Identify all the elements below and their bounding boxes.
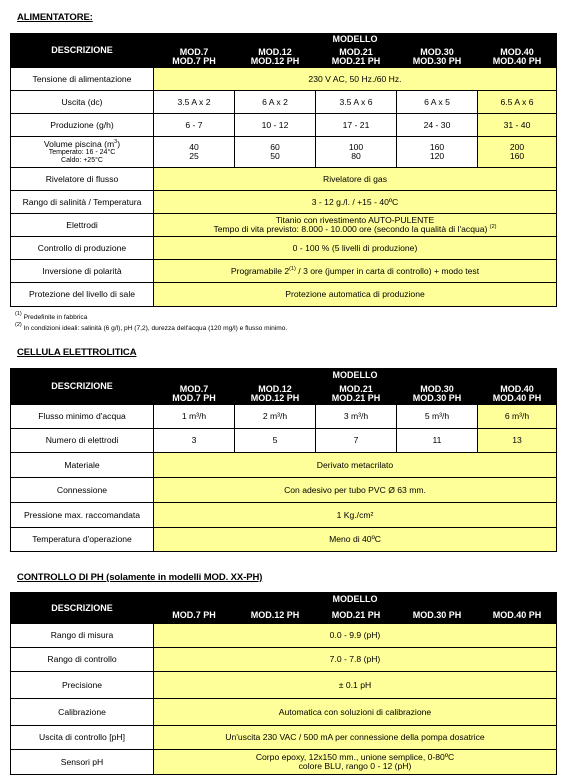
value-uscita-7: 3.5 A x 2 xyxy=(154,91,235,114)
section-title-controllo-ph: CONTROLLO DI PH (solamente in modelli MOD. XX-PH) xyxy=(17,572,263,583)
header-modello: MODELLO xyxy=(154,34,557,46)
header-model-30: MOD.30 MOD.30 PH xyxy=(397,383,478,405)
header-model-7: MOD.7 MOD.7 PH xyxy=(154,46,235,68)
row-label-pressione: Pressione max. raccomandata xyxy=(11,503,154,528)
value-protezione: Protezione automatica di produzione xyxy=(154,283,557,307)
value-uscita-21: 3.5 A x 6 xyxy=(316,91,397,114)
header-model-12: MOD.12 MOD.12 PH xyxy=(235,46,316,68)
value-uscita-controllo: Un'uscita 230 VAC / 500 mA per connessione della pompa dosatrice xyxy=(154,726,557,750)
value-pressione: 1 Kg./cm² xyxy=(154,503,557,528)
section-title-cellula: CELLULA ELETTROLITICA xyxy=(17,347,137,358)
row-label-controllo: Controllo di produzione xyxy=(11,237,154,260)
header-modello: MODELLO xyxy=(154,593,557,607)
row-label-materiale: Materiale xyxy=(11,453,154,478)
header-model-30: MOD.30 MOD.30 PH xyxy=(397,46,478,68)
header-model-40: MOD.40 MOD.40 PH xyxy=(478,383,557,405)
value-flusso-12: 2 m³/h xyxy=(235,405,316,429)
value-elettrodi: Titanio con rivestimento AUTO-PULENTE Tempo di vita previsto: 8.000 - 10.000 ore (secondo la qualità di l'acqua) $^{(2)}$ xyxy=(154,214,557,237)
header-modello: MODELLO xyxy=(154,369,557,383)
footnote-2: $^{(2)}$ In condizioni ideali: salinità (6 g/l), pH (7,2), durezza dell'acqua (120 mg/l) e flusso minimo. xyxy=(15,322,288,332)
table-row xyxy=(11,68,557,91)
row-label-calibrazione: Calibrazione xyxy=(11,699,154,726)
row-label-precisione: Precisione xyxy=(11,672,154,699)
value-rango-controllo: 7.0 - 7.8 (pH) xyxy=(154,648,557,672)
value-calibrazione: Automatica con soluzioni di calibrazione xyxy=(154,699,557,726)
value-tensione: 230 V AC, 50 Hz./60 Hz. xyxy=(154,68,557,91)
footnote-1: $^{(1)}$ Predefinite in fabbrica xyxy=(15,311,88,321)
header-model-21: MOD.21 MOD.21 PH xyxy=(316,383,397,405)
row-label-misura: Rango di misura xyxy=(11,624,154,648)
header-model-12-ph: MOD.12 PH xyxy=(235,607,316,624)
value-controllo: 0 - 100 % (5 livelli di produzione) xyxy=(154,237,557,260)
value-volume-7: 40 25 xyxy=(154,137,235,168)
value-uscita-30: 6 A x 5 xyxy=(397,91,478,114)
header-model-21: MOD.21 MOD.21 PH xyxy=(316,46,397,68)
value-produzione-21: 17 - 21 xyxy=(316,114,397,137)
table-row xyxy=(11,624,557,648)
table-row xyxy=(11,114,557,137)
header-descrizione: DESCRIZIONE xyxy=(11,369,154,405)
value-volume-12: 60 50 xyxy=(235,137,316,168)
value-produzione-7: 6 - 7 xyxy=(154,114,235,137)
row-label-connessione: Connessione xyxy=(11,478,154,503)
value-numero-7: 3 xyxy=(154,429,235,453)
row-label-volume: Volume piscina $(m^3)$ Temperato: 16 - 24°C Caldo: +25°C xyxy=(11,137,154,168)
row-label-salinita: Rango di salinità / Temperatura xyxy=(11,191,154,214)
table-cellula xyxy=(10,368,557,552)
value-uscita-40: 6.5 A x 6 xyxy=(478,91,557,114)
row-label-temperatura: Temperatura d'operazione xyxy=(11,528,154,552)
row-label-numero: Numero di elettrodi xyxy=(11,429,154,453)
header-model-40: MOD.40 MOD.40 PH xyxy=(478,46,557,68)
value-produzione-40: 31 - 40 xyxy=(478,114,557,137)
header-model-40-ph: MOD.40 PH xyxy=(478,607,557,624)
header-descrizione: DESCRIZIONE xyxy=(11,593,154,624)
table-row xyxy=(11,503,557,528)
value-numero-40: 13 xyxy=(478,429,557,453)
value-inversione: Programabile 2$^{(1)}$ / 3 ore (jumper in carta di controllo) + modo test xyxy=(154,260,557,283)
value-volume-30: 160 120 xyxy=(397,137,478,168)
table-row xyxy=(11,672,557,699)
table-row xyxy=(11,429,557,453)
header-model-7-ph: MOD.7 PH xyxy=(154,607,235,624)
table-row xyxy=(11,91,557,114)
table-row xyxy=(11,726,557,750)
section-title-alimentatore: ALIMENTATORE: xyxy=(17,12,93,23)
header-model-12: MOD.12 MOD.12 PH xyxy=(235,383,316,405)
table-row xyxy=(11,405,557,429)
row-label-rango-controllo: Rango di controllo xyxy=(11,648,154,672)
value-flusso-40: 6 m³/h xyxy=(478,405,557,429)
value-produzione-12: 10 - 12 xyxy=(235,114,316,137)
value-uscita-12: 6 A x 2 xyxy=(235,91,316,114)
value-numero-21: 7 xyxy=(316,429,397,453)
table-row xyxy=(11,478,557,503)
header-descrizione: DESCRIZIONE xyxy=(11,34,154,68)
value-temperatura: Meno di 40ºC xyxy=(154,528,557,552)
table-row xyxy=(11,699,557,726)
header-model-21-ph: MOD.21 PH xyxy=(316,607,397,624)
value-flusso-30: 5 m³/h xyxy=(397,405,478,429)
value-flusso-7: 1 m³/h xyxy=(154,405,235,429)
table-row xyxy=(11,648,557,672)
row-label-uscita-controllo: Uscita di controllo [pH] xyxy=(11,726,154,750)
row-label-inversione: Inversione di polarità xyxy=(11,260,154,283)
value-volume-21: 100 80 xyxy=(316,137,397,168)
table-row xyxy=(11,453,557,478)
table-row xyxy=(11,283,557,307)
value-sensori: Corpo epoxy, 12x150 mm., unione semplice, 0-80ºC colore BLU, rango 0 - 12 (pH) xyxy=(154,750,557,775)
table-row xyxy=(11,260,557,283)
table-row xyxy=(11,168,557,191)
value-connessione: Con adesivo per tubo PVC Ø 63 mm. xyxy=(154,478,557,503)
value-volume-40: 200 160 xyxy=(478,137,557,168)
value-numero-12: 5 xyxy=(235,429,316,453)
value-flusso-21: 3 m³/h xyxy=(316,405,397,429)
row-label-protezione: Protezione del livello di sale xyxy=(11,283,154,307)
footnotes xyxy=(15,312,287,334)
table-row xyxy=(11,137,557,168)
header-model-30-ph: MOD.30 PH xyxy=(397,607,478,624)
value-misura: 0.0 - 9.9 (pH) xyxy=(154,624,557,648)
table-row xyxy=(11,528,557,552)
row-label-tensione: Tensione di alimentazione xyxy=(11,68,154,91)
table-row xyxy=(11,214,557,237)
row-label-flusso: Flusso minimo d'acqua xyxy=(11,405,154,429)
row-label-rivelatore: Rivelatore di flusso xyxy=(11,168,154,191)
value-salinita: 3 - 12 g./l. / +15 - 40ºC xyxy=(154,191,557,214)
table-row xyxy=(11,237,557,260)
value-rivelatore: Rivelatore di gas xyxy=(154,168,557,191)
table-row xyxy=(11,750,557,775)
row-label-elettrodi: Elettrodi xyxy=(11,214,154,237)
row-label-produzione: Produzione (g/h) xyxy=(11,114,154,137)
value-precisione: ± 0.1 pH xyxy=(154,672,557,699)
row-label-sensori: Sensori pH xyxy=(11,750,154,775)
table-row xyxy=(11,191,557,214)
table-alimentatore xyxy=(10,33,557,307)
value-materiale: Derivato metacrilato xyxy=(154,453,557,478)
value-numero-30: 11 xyxy=(397,429,478,453)
header-model-7: MOD.7 MOD.7 PH xyxy=(154,383,235,405)
value-produzione-30: 24 - 30 xyxy=(397,114,478,137)
table-controllo-ph xyxy=(10,592,557,775)
row-label-uscita: Uscita (dc) xyxy=(11,91,154,114)
